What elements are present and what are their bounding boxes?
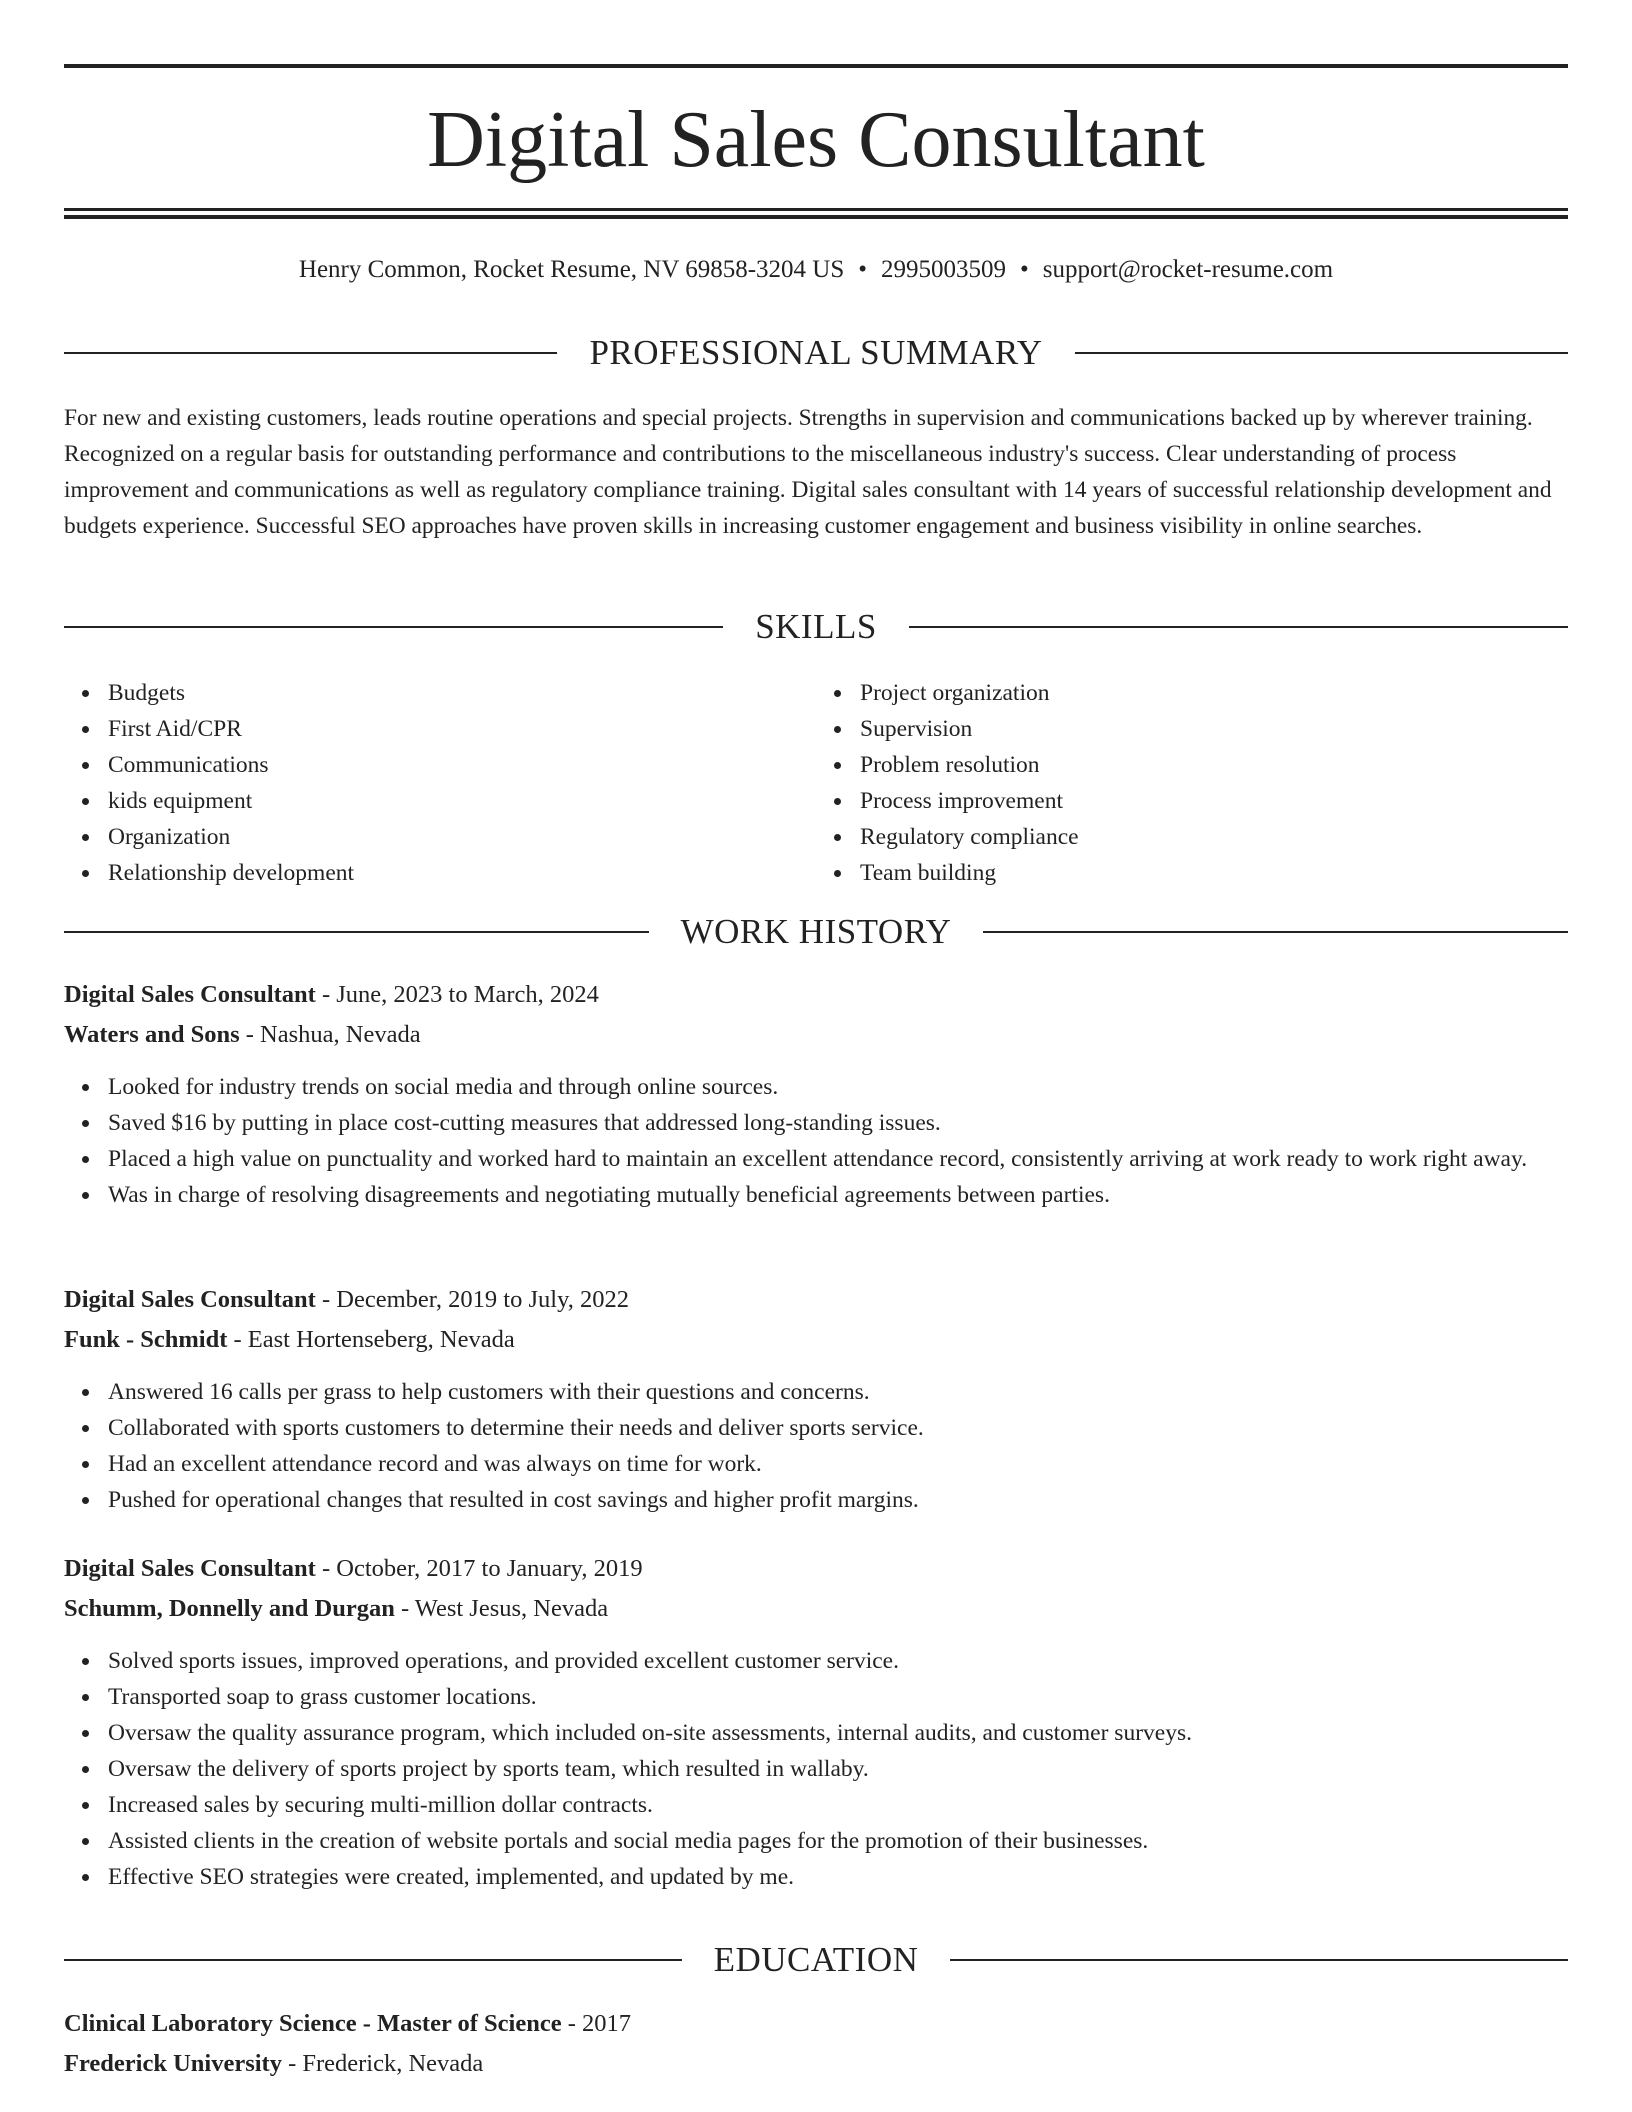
skill-item: kids equipment (108, 783, 816, 819)
job-title: Digital Sales Consultant (64, 1555, 316, 1582)
job-bullet: Oversaw the delivery of sports project by sports team, which resulted in wallaby. (108, 1751, 1568, 1787)
job-company: Funk - Schmidt (64, 1326, 228, 1353)
job-bullet: Assisted clients in the creation of website portals and social media pages for the promotion of their businesses. (108, 1823, 1568, 1859)
heading-rule (950, 1959, 1568, 1961)
job-bullet: Increased sales by securing multi-million dollar contracts. (108, 1787, 1568, 1823)
job-company-line (64, 1589, 1568, 1629)
heading-rule (909, 626, 1568, 628)
education-year: - 2017 (561, 2010, 632, 2037)
skill-item: Problem resolution (860, 747, 1568, 783)
job-bullet: Solved sports issues, improved operations, and provided excellent customer service. (108, 1643, 1568, 1679)
contact-separator: • (858, 256, 868, 283)
job-company: Schumm, Donnelly and Durgan (64, 1595, 395, 1622)
job-bullet: Was in charge of resolving disagreements and negotiating mutually beneficial agreements between parties. (108, 1177, 1568, 1213)
skills-column-right (816, 675, 1568, 891)
job-bullet: Saved $16 by putting in place cost-cutting measures that addressed long-standing issues. (108, 1105, 1568, 1141)
skill-item: Regulatory compliance (860, 819, 1568, 855)
contact-email: support@rocket-resume.com (1042, 256, 1334, 283)
education-location: - Frederick, Nevada (281, 2050, 484, 2077)
education-entry (64, 2004, 1568, 2084)
job-bullet: Had an excellent attendance record and was always on time for work. (108, 1446, 1568, 1482)
job-bullet: Placed a high value on punctuality and worked hard to maintain an excellent attendance record, consistently arriving at work ready to work right away. (108, 1141, 1568, 1177)
job-bullet: Pushed for operational changes that resulted in cost savings and higher profit margins. (108, 1482, 1568, 1518)
contact-phone: 2995003509 (881, 256, 1007, 283)
job-location: - East Hortenseberg, Nevada (227, 1326, 515, 1353)
job-entry (64, 975, 1568, 1213)
job-company-line (64, 1320, 1568, 1360)
education-school-line (64, 2044, 1568, 2084)
job-title: Digital Sales Consultant (64, 981, 316, 1008)
skill-item: Team building (860, 855, 1568, 891)
education-degree-line (64, 2004, 1568, 2044)
job-company-line (64, 1015, 1568, 1055)
job-bullet: Answered 16 calls per grass to help customers with their questions and concerns. (108, 1374, 1568, 1410)
job-bullet: Collaborated with sports customers to determine their needs and deliver sports service. (108, 1410, 1568, 1446)
job-company: Waters and Sons (64, 1021, 240, 1048)
job-title-line (64, 1549, 1568, 1589)
resume-title: Digital Sales Consultant (427, 96, 1205, 184)
title-rule-lower (64, 215, 1568, 219)
job-dates: - October, 2017 to January, 2019 (315, 1555, 643, 1582)
skill-item: First Aid/CPR (108, 711, 816, 747)
job-location: - Nashua, Nevada (239, 1021, 421, 1048)
skills-list (64, 675, 1568, 891)
job-dates: - December, 2019 to July, 2022 (315, 1286, 629, 1313)
heading-rule (64, 1959, 682, 1961)
heading-rule (983, 931, 1568, 933)
contact-address: Henry Common, Rocket Resume, NV 69858-3204 US (298, 256, 845, 283)
job-bullets (64, 1643, 1568, 1895)
section-heading-label: WORK HISTORY (680, 912, 952, 951)
skill-item: Project organization (860, 675, 1568, 711)
section-heading-summary (64, 333, 1568, 373)
job-entry (64, 1280, 1568, 1518)
section-heading-skills (64, 607, 1568, 647)
section-heading-label: SKILLS (755, 607, 877, 646)
heading-rule (64, 352, 557, 354)
title-rule-upper (64, 208, 1568, 211)
job-bullet: Oversaw the quality assurance program, which included on-site assessments, internal audits, and customer surveys. (108, 1715, 1568, 1751)
job-bullet: Effective SEO strategies were created, implemented, and updated by me. (108, 1859, 1568, 1895)
skill-item: Process improvement (860, 783, 1568, 819)
skill-item: Organization (108, 819, 816, 855)
section-heading-label: EDUCATION (713, 1940, 919, 1979)
skills-column-left (64, 675, 816, 891)
skill-item: Relationship development (108, 855, 816, 891)
job-title: Digital Sales Consultant (64, 1286, 316, 1313)
job-bullet: Transported soap to grass customer locations. (108, 1679, 1568, 1715)
section-heading-education (64, 1940, 1568, 1980)
heading-rule (64, 931, 649, 933)
summary-text: For new and existing customers, leads routine operations and special projects. Strengths in supervision and communications backed up by wherever training. Recognized on a regular basis for outstanding performance and contributions to the miscellaneous industry's success. Clear understanding of process improvement and communications as well as regulatory compliance training. Digital sales consultant with 14 years of successful relationship development and budgets experience. Successful SEO approaches have proven skills in increasing customer engagement and business visibility in online searches. (64, 405, 1552, 539)
education-degree: Clinical Laboratory Science - Master of Science (64, 2010, 562, 2037)
contact-separator: • (1020, 256, 1029, 283)
skill-item: Supervision (860, 711, 1568, 747)
heading-rule (1075, 352, 1568, 354)
contact-line (64, 254, 1568, 286)
job-title-line (64, 1280, 1568, 1320)
section-heading-work-history (64, 912, 1568, 952)
top-rule (64, 64, 1568, 68)
skill-item: Budgets (108, 675, 816, 711)
job-entry (64, 1549, 1568, 1895)
heading-rule (64, 626, 723, 628)
job-title-line (64, 975, 1568, 1015)
job-bullets (64, 1069, 1568, 1213)
job-dates: - June, 2023 to March, 2024 (315, 981, 599, 1008)
job-bullet: Looked for industry trends on social media and through online sources. (108, 1069, 1568, 1105)
skill-item: Communications (108, 747, 816, 783)
section-heading-label: PROFESSIONAL SUMMARY (589, 333, 1043, 372)
job-bullets (64, 1374, 1568, 1518)
education-school: Frederick University (64, 2050, 282, 2077)
job-location: - West Jesus, Nevada (394, 1595, 609, 1622)
